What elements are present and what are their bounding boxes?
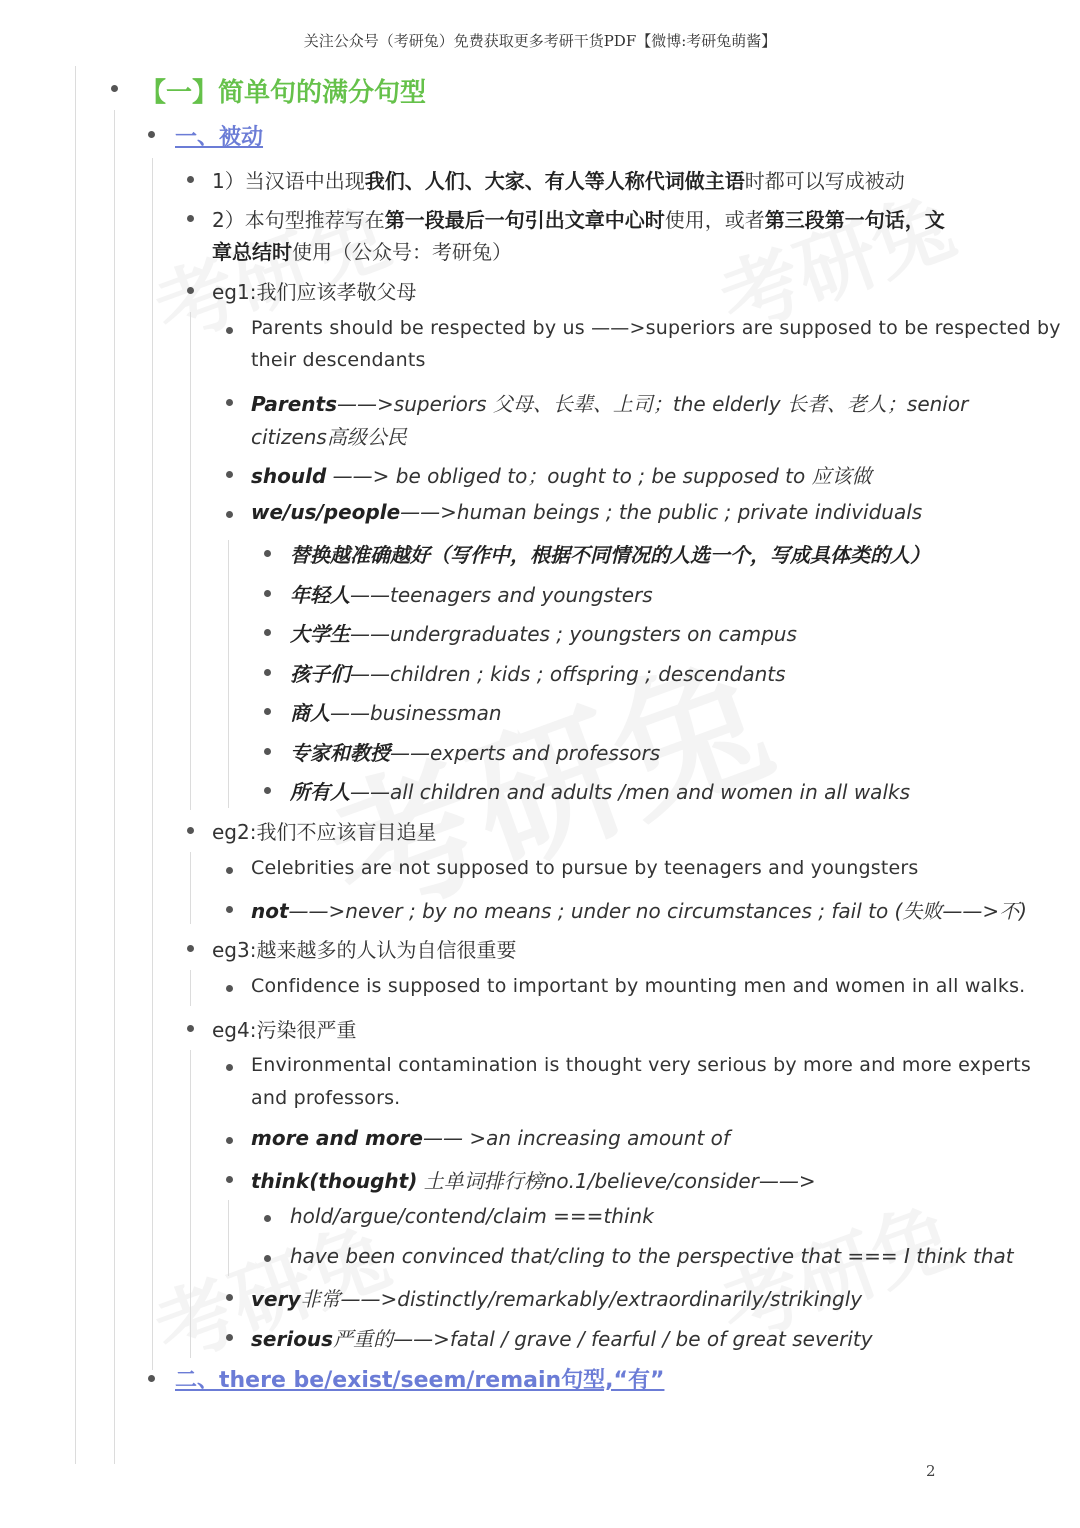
bullet — [187, 1025, 194, 1032]
eg4-synonym-think: think(thought) 土单词排行榜no.1/believe/consider——> — [251, 1169, 816, 1193]
people-item: 商人——businessman — [290, 701, 502, 725]
eg4-sentence-line1: Environmental contamination is thought very serious by more and more experts — [251, 1054, 1032, 1076]
bullet — [226, 327, 233, 334]
bullet — [187, 945, 194, 952]
people-item: 所有人——all children and adults /men and women in all walks — [290, 780, 910, 804]
bullet — [264, 669, 271, 676]
example-1: eg1:我们应该孝敬父母 — [212, 280, 417, 304]
example-2: eg2:我们不应该盲目追星 — [212, 820, 437, 844]
bullet — [264, 1255, 271, 1262]
example-4: eg4:污染很严重 — [212, 1018, 357, 1042]
bullet — [264, 590, 271, 597]
rule-2-line2: 章总结时使用（公众号：考研兔） — [212, 240, 512, 264]
bullet — [111, 85, 118, 92]
guide-line — [75, 66, 76, 1464]
bullet — [264, 629, 271, 636]
page-header: 关注公众号（考研兔）免费获取更多考研干货PDF【微博:考研兔萌酱】 — [303, 32, 777, 50]
think-item: have been convinced that/cling to the perspective that === I think that — [290, 1244, 1014, 1268]
bullet — [226, 399, 233, 406]
bullet — [226, 1294, 233, 1301]
guide-line — [190, 852, 191, 924]
bullet — [226, 471, 233, 478]
bullet — [264, 787, 271, 794]
page-number: 2 — [926, 1462, 936, 1480]
bullet — [226, 1137, 233, 1144]
guide-line — [190, 970, 191, 1006]
eg1-synonym-parents: Parents——>superiors 父母、长辈、上司；the elderly 长者、老人；senior — [251, 392, 969, 416]
bullet — [264, 708, 271, 715]
bullet — [187, 827, 194, 834]
eg2-synonym-not: not——>never ; by no means ; under no circumstances ; fail to (失败——>不) — [251, 899, 1027, 923]
bullet — [264, 748, 271, 755]
guide-line — [228, 540, 229, 808]
people-item: 替换越准确越好（写作中，根据不同情况的人选一个，写成具体类的人） — [290, 543, 930, 567]
rule-2-line1: 2）本句型推荐写在第一段最后一句引出文章中心时使用，或者第三段第一句话，文 — [212, 208, 945, 232]
eg4-synonym-serious: serious严重的——>fatal / grave / fearful / be of great severity — [251, 1327, 873, 1351]
eg1-synonym-should: should ——> be obliged to；ought to ; be supposed to 应该做 — [251, 464, 872, 488]
eg3-sentence: Confidence is supposed to important by mounting men and women in all walks. — [251, 975, 1026, 997]
bullet — [226, 867, 233, 874]
guide-line — [152, 158, 153, 1370]
eg1-synonym-parents-line2: citizens高级公民 — [251, 425, 407, 449]
bullet — [187, 215, 194, 222]
eg4-sentence-line2: and professors. — [251, 1087, 401, 1109]
bullet — [187, 176, 194, 183]
subsection-title-there-be[interactable]: 二、there be/exist/seem/remain句型,“有” — [175, 1368, 665, 1393]
bullet — [148, 1375, 155, 1382]
people-item: 孩子们——children ; kids ; offspring ; descendants — [290, 662, 786, 686]
people-item: 专家和教授——experts and professors — [290, 741, 661, 765]
bullet — [264, 1215, 271, 1222]
eg4-synonym-more: more and more—— >an increasing amount of — [251, 1126, 730, 1150]
guide-line — [190, 1050, 191, 1358]
think-item: hold/argue/contend/claim ===think — [290, 1204, 654, 1228]
people-item: 大学生——undergraduates ; youngsters on campus — [290, 622, 797, 646]
bullet — [226, 511, 233, 518]
bullet — [226, 1176, 233, 1183]
section-title-1: 【一】简单句的满分句型 — [140, 78, 427, 108]
bullet — [226, 985, 233, 992]
bullet — [264, 550, 271, 557]
eg4-synonym-very: very非常——>distinctly/remarkably/extraordinarily/strikingly — [251, 1287, 863, 1311]
subsection-title-passive[interactable]: 一、被动 — [175, 125, 264, 150]
bullet — [226, 1064, 233, 1071]
eg2-sentence: Celebrities are not supposed to pursue by teenagers and youngsters — [251, 857, 919, 879]
people-item: 年轻人——teenagers and youngsters — [290, 583, 653, 607]
bullet — [148, 131, 155, 138]
rule-1: 1）当汉语中出现我们、人们、大家、有人等人称代词做主语时都可以写成被动 — [212, 169, 905, 193]
eg1-synonym-people: we/us/people——>human beings ; the public ; private individuals — [251, 500, 923, 524]
example-3: eg3:越来越多的人认为自信很重要 — [212, 938, 517, 962]
bullet — [226, 1334, 233, 1341]
eg1-sentence-line1: Parents should be respected by us ——>superiors are supposed to be respected by — [251, 317, 1061, 339]
eg1-sentence-line2: their descendants — [251, 349, 426, 371]
guide-line — [190, 312, 191, 810]
bullet — [187, 287, 194, 294]
guide-line — [114, 110, 115, 1464]
bullet — [226, 906, 233, 913]
guide-line — [228, 1200, 229, 1276]
